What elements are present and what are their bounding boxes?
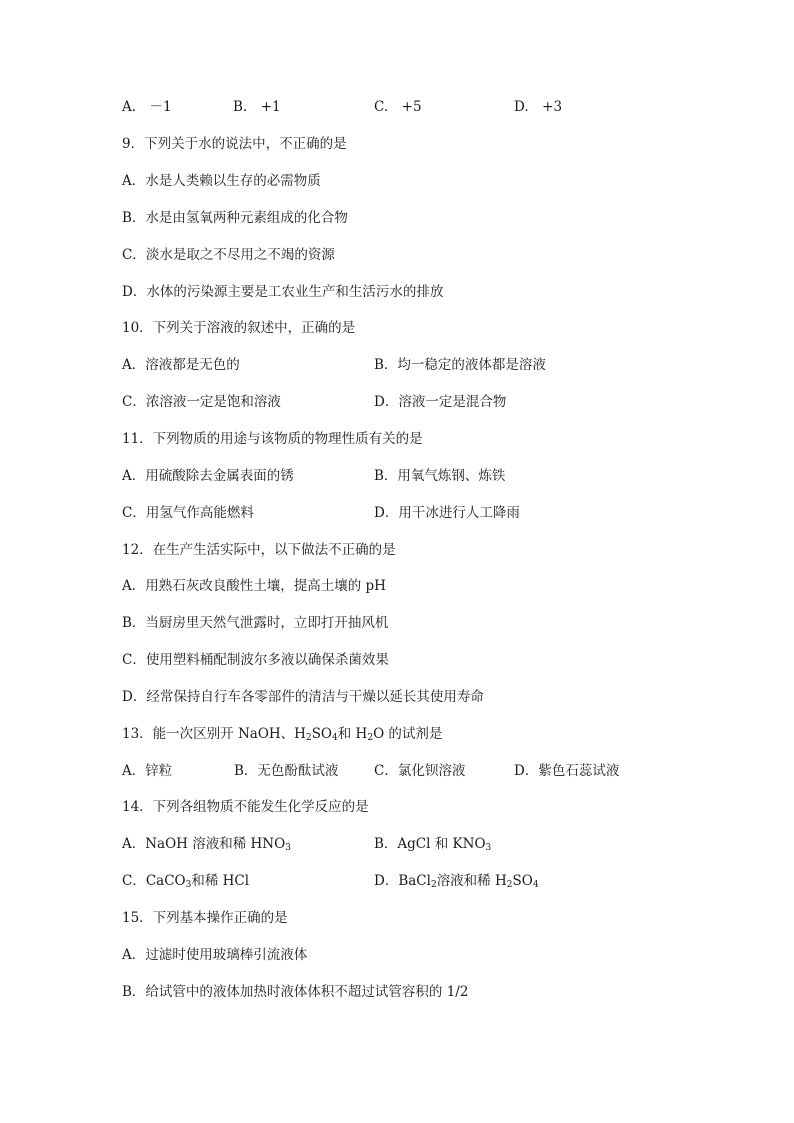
q15-option-a: A．过滤时使用玻璃棒引流液体 [122,947,308,963]
q13-stem-text: 13．能一次区别开 NaOH、H [122,726,306,742]
q10-option-b: B．均一稳定的液体都是溶液 [374,357,546,373]
q12-stem: 12．在生产生活实际中，以下做法不正确的是 [122,542,396,558]
option-text: C．CaCO [122,873,186,889]
q14-option-b [374,835,491,853]
q11-option-a: A．用硫酸除去金属表面的锈 [122,468,294,484]
q13-option-a: A．锌粒 [122,763,173,779]
q8-option-c: C. +5 [374,99,422,115]
q13-stem-text: SO [311,726,333,742]
option-text: 和稀 HCl [191,873,250,889]
q9-stem: 9．下列关于水的说法中，不正确的是 [122,136,347,152]
q8-option-d: D. +3 [514,99,563,115]
q9-option-b: B．水是由氢氧两种元素组成的化合物 [122,210,348,226]
q13-option-d: D．紫色石蕊试液 [514,763,620,779]
option-text: 溶液和稀 H [436,873,507,889]
q11-option-c: C．用氢气作高能燃料 [122,505,254,521]
q8-option-a: A. －1 [122,99,172,115]
q12-option-a: A．用熟石灰改良酸性土壤，提高土壤的 pH [122,578,386,594]
q11-option-d: D．用干冰进行人工降雨 [374,505,520,521]
subscript: 2 [430,880,437,890]
q9-option-c: C．淡水是取之不尽用之不竭的资源 [122,247,335,263]
q9-option-d: D．水体的污染源主要是工农业生产和生活污水的排放 [122,284,444,300]
option-text: SO [512,873,533,889]
q10-option-d: D．溶液一定是混合物 [374,394,507,410]
subscript: 3 [485,843,492,853]
q13-stem [122,725,442,743]
subscript: 3 [185,880,192,890]
subscript: 4 [532,880,539,890]
q14-option-c [122,872,249,890]
q15-option-b: B．给试管中的液体加热时液体体积不超过试管容积的 1/2 [122,984,469,1000]
subscript: 4 [332,733,338,743]
subscript: 2 [305,733,312,743]
q14-option-a [122,835,291,853]
q8-option-b: B. +1 [233,99,281,115]
option-text: A．NaOH 溶液和稀 HNO [122,836,286,852]
q12-option-b: B．当厨房里天然气泄露时，立即打开抽风机 [122,615,389,631]
q13-stem-text: O 的试剂是 [373,726,443,742]
subscript: 2 [506,880,513,890]
q11-stem: 11．下列物质的用途与该物质的物理性质有关的是 [122,431,423,447]
q10-option-a: A．溶液都是无色的 [122,357,240,373]
subscript: 3 [285,843,291,853]
q13-option-b: B．无色酚酞试液 [234,763,339,779]
q12-option-c: C．使用塑料桶配制波尔多液以确保杀菌效果 [122,652,389,668]
q13-stem-text: 和 H [337,726,368,742]
option-text: D．BaCl [374,873,431,889]
subscript: 2 [367,733,374,743]
q14-stem: 14．下列各组物质不能发生化学反应的是 [122,799,369,815]
option-text: B．AgCl 和 KNO [374,836,486,852]
q10-stem: 10．下列关于溶液的叙述中，正确的是 [122,320,356,336]
q15-stem: 15．下列基本操作正确的是 [122,910,288,926]
q9-option-a: A．水是人类赖以生存的必需物质 [122,173,321,189]
q10-option-c: C．浓溶液一定是饱和溶液 [122,394,281,410]
q12-option-d: D．经常保持自行车各零部件的清洁与干燥以延长其使用寿命 [122,689,484,705]
q11-option-b: B．用氧气炼钢、炼铁 [374,468,506,484]
q14-option-d [374,872,539,890]
q13-option-c: C．氯化钡溶液 [374,763,466,779]
